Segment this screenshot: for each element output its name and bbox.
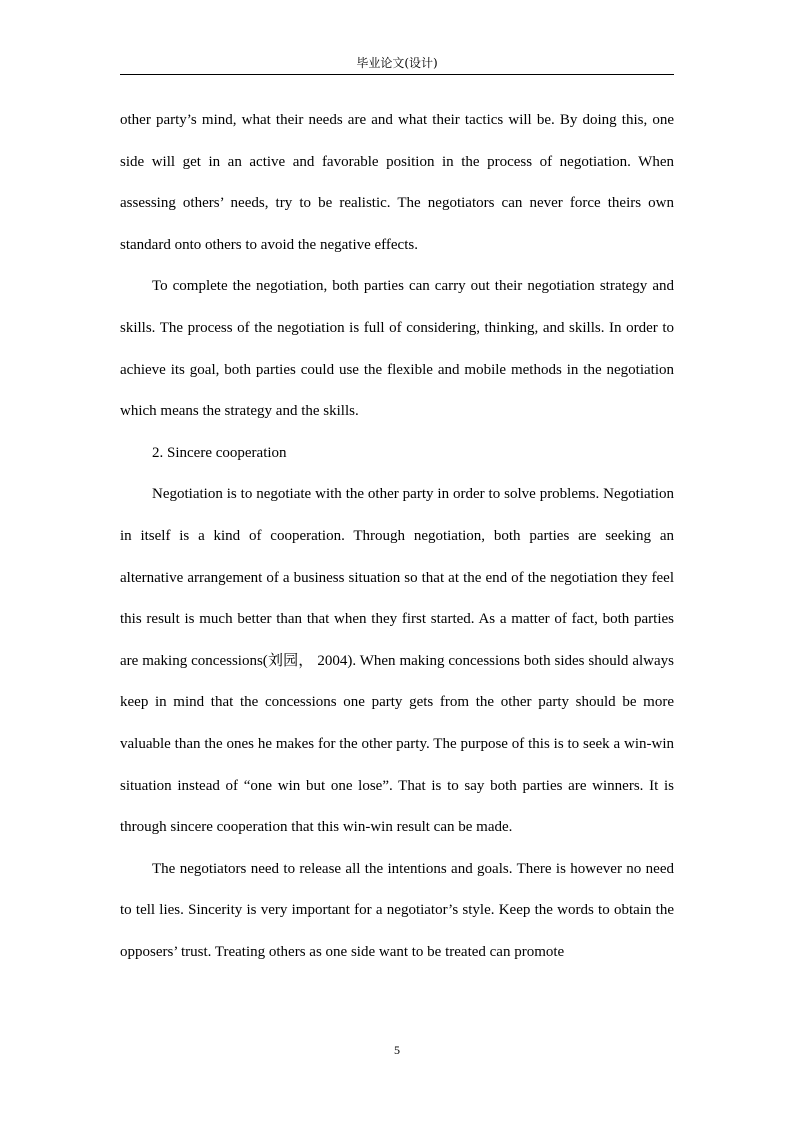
page-header: 毕业论文(设计) [356,56,438,70]
paragraph: Negotiation is to negotiate with the other party in order to solve problems. Negotiation in itself is a kind of cooperation. Through negotiation, both parties are seeking an alternative arrangement of a business situation so that at the end of the negotiation they feel this result is much better than that when they first started. As a matter of fact, both parties are making concessions(刘园， 2004). When making concessions both sides should always keep in mind that the concessions one party gets from the other party should be more valuable than the ones he makes for the other party. The purpose of this is to seek a win-win situation instead of “one win but one lose”. That is to say both parties are winners. It is through sincere cooperation that this win-win result can be made. [120,486,674,836]
body-text [120,100,674,973]
section-heading: 2. Sincere cooperation [152,444,287,461]
paragraph: To complete the negotiation, both parties can carry out their negotiation strategy and skills. The process of the negotiation is full of considering, thinking, and skills. In order to achieve its goal, both parties could use the flexible and mobile methods in the negotiation which means the strategy and the skills. [120,278,674,420]
paragraph: The negotiators need to release all the intentions and goals. There is however no need to tell lies. Sincerity is very important for a negotiator’s style. Keep the words to obtain the opposers’ trust. Treating others as one side want to be treated can promote [120,860,674,960]
page-number: 5 [394,1043,400,1057]
paragraph-continued: other party’s mind, what their needs are and what their tactics will be. By doing this, one side will get in an active and favorable position in the process of negotiation. When assessing others’ needs, try to be realistic. The negotiators can never force theirs own standard onto others to avoid the negative effects. [120,112,674,253]
header-divider [120,74,674,75]
